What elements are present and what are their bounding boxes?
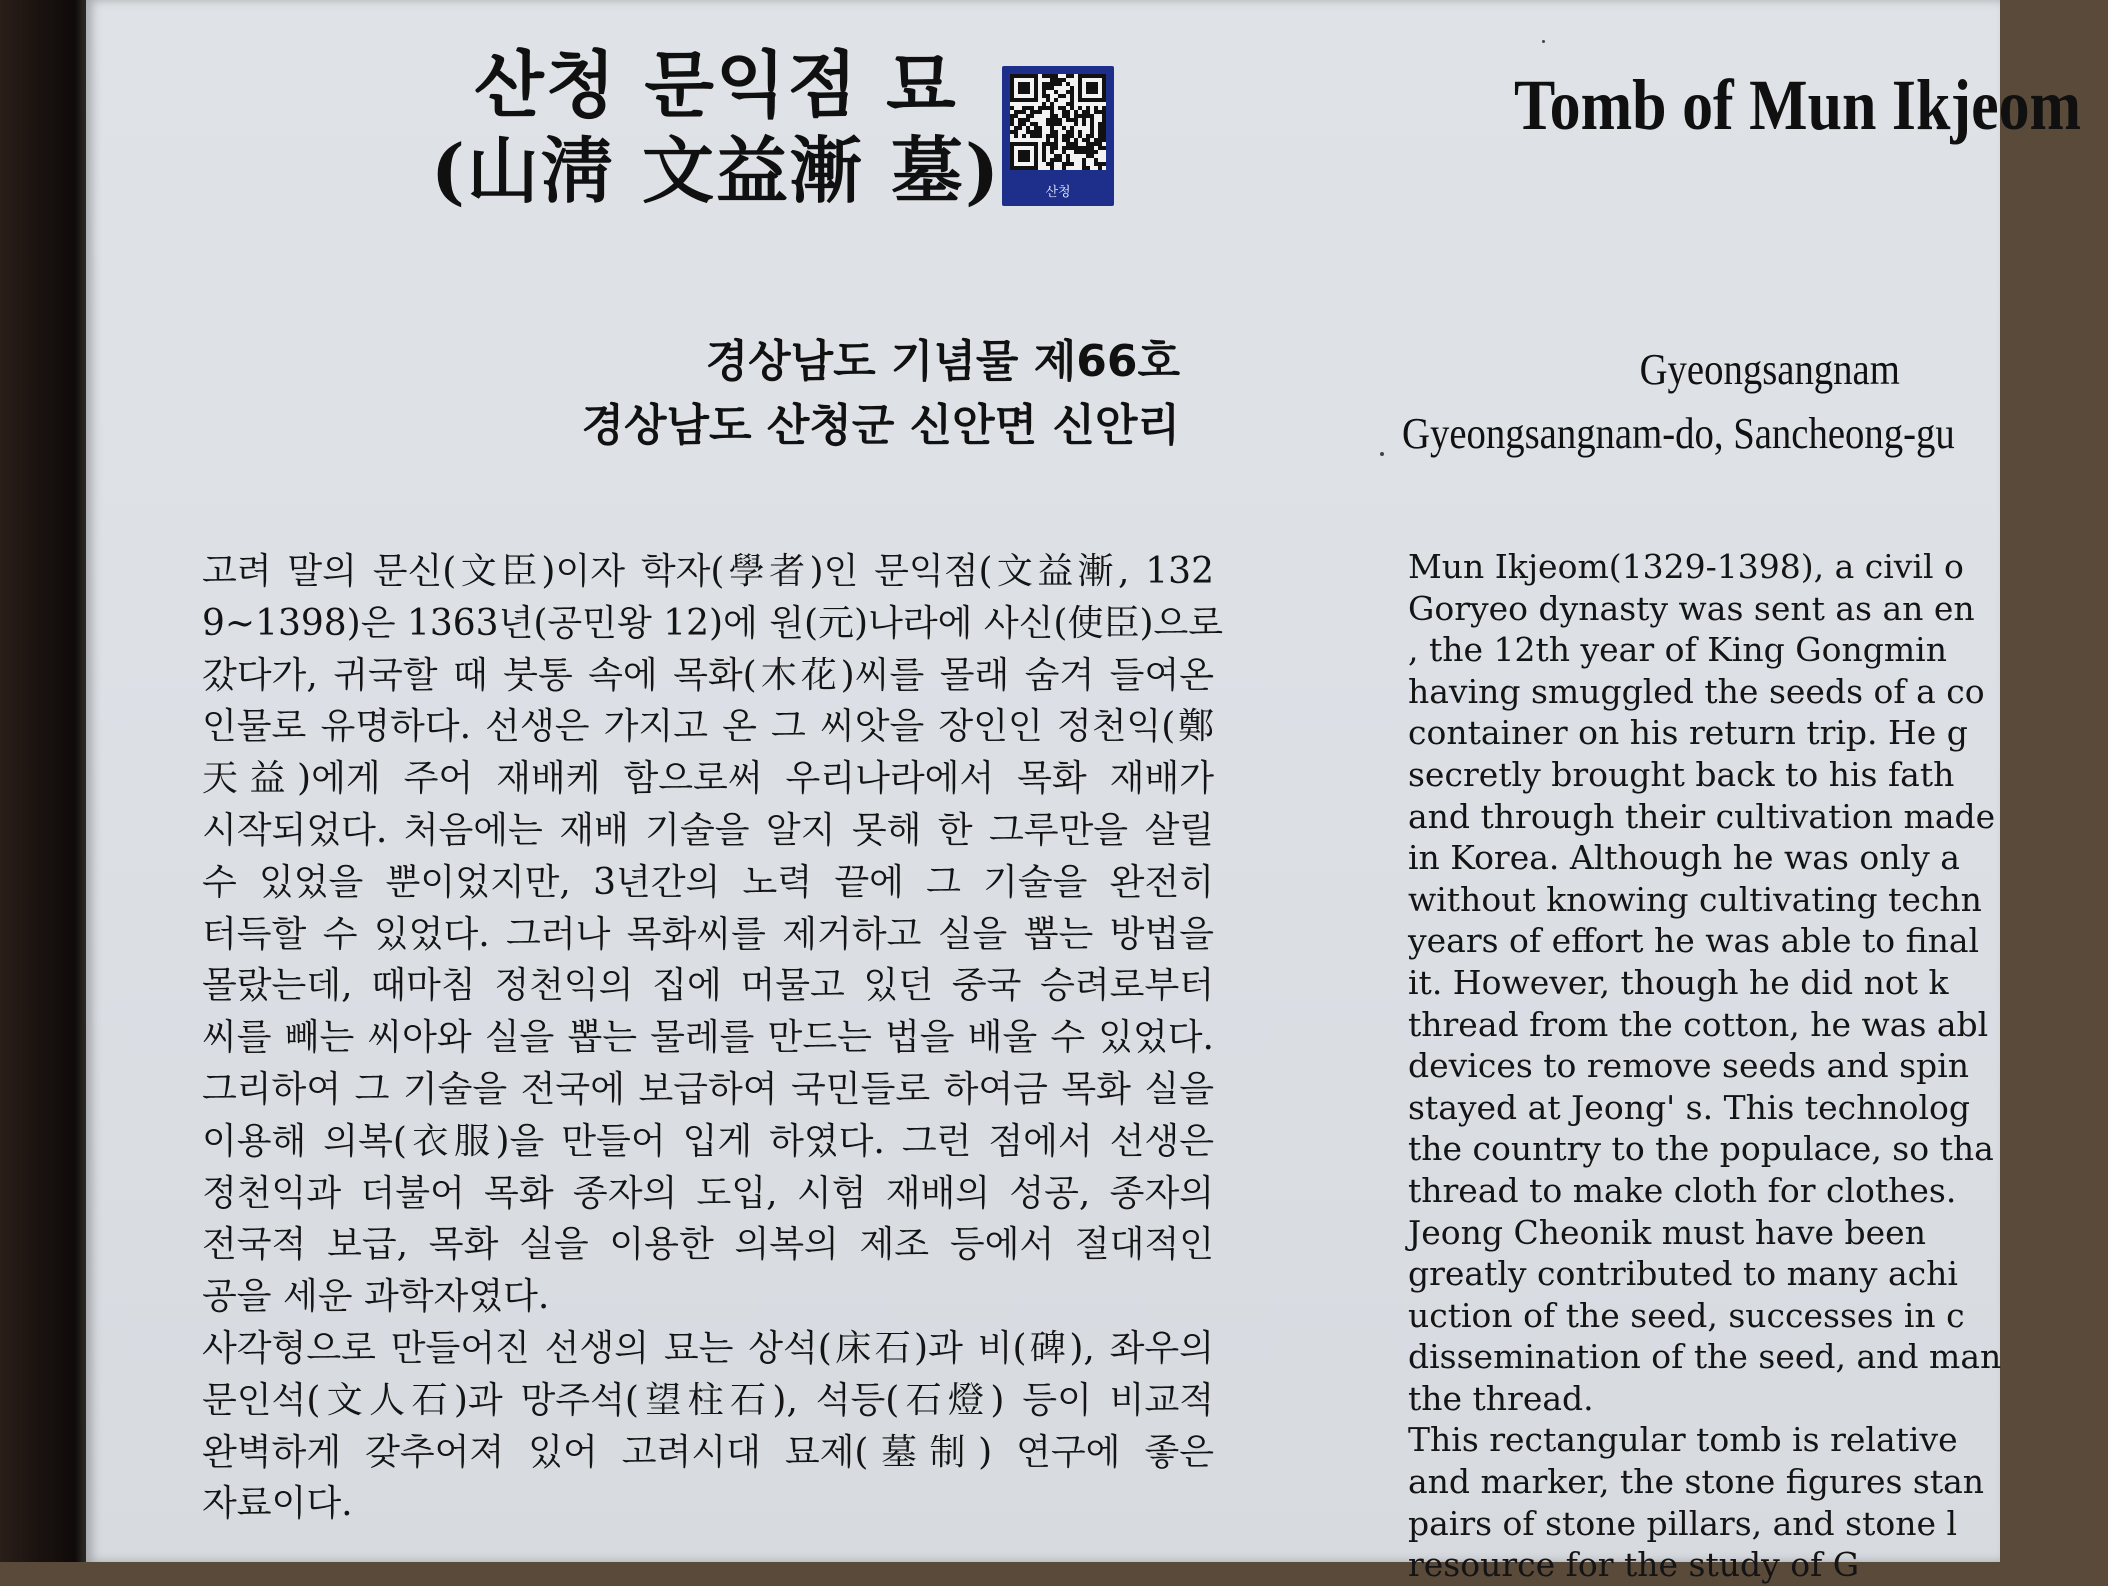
text-line: 갔다가, 귀국할 때 붓통 속에 목화(木花)씨를 몰래 숨겨 들여온: [202, 654, 1214, 696]
text-line: devices to remove seeds and spin: [1408, 1046, 1969, 1086]
text-line: 완벽하게 갖추어져 있어 고려시대 묘제(墓制) 연구에 좋은: [202, 1431, 1214, 1473]
text-line: 인물로 유명하다. 선생은 가지고 온 그 씨앗을 장인인 정천익(鄭: [202, 706, 1214, 748]
text-line: thread from the cotton, he was abl: [1408, 1004, 1989, 1044]
text-line: 고려 말의 문신(文臣)이자 학자(學者)인 문익점(文益漸, 132: [202, 551, 1214, 592]
text-line: secretly brought back to his fath: [1408, 754, 1955, 794]
text-line: Goryeo dynasty was sent as an en: [1408, 588, 1975, 628]
text-line: 9~1398)은 1363년(공민왕 12)에 원(元)나라에 사신(使臣)으로: [202, 602, 1224, 644]
text-line: in Korea. Although he was only a: [1408, 838, 1960, 878]
text-line: the country to the populace, so tha: [1408, 1129, 1994, 1169]
text-line: 문인석(文人石)과 망주석(望柱石), 석등(石燈) 등이 비교적: [202, 1379, 1214, 1421]
korean-subtitle: [581, 330, 1180, 458]
text-line: container on his return trip. He g: [1408, 713, 1968, 753]
qr-badge-logo: 산청: [1045, 185, 1071, 200]
text-line: the thread.: [1408, 1378, 1594, 1418]
english-title: Tomb of Mun Ikjeom: [1514, 65, 2082, 145]
text-line: 수 있었을 뿐이었지만, 3년간의 노력 끝에 그 기술을 완전히: [202, 861, 1214, 903]
text-line: pairs of stone pillars, and stone l: [1408, 1503, 1958, 1543]
text-line: greatly contributed to many achi: [1408, 1254, 1958, 1294]
korean-title: [406, 42, 1026, 214]
text-line: 전국적 보급, 목화 실을 이용한 의복의 제조 등에서 절대적인: [202, 1224, 1214, 1266]
text-line: 이용해 의복(衣服)을 만들어 입게 하였다. 그런 점에서 선생은: [202, 1120, 1214, 1162]
text-line: 사각형으로 만들어진 선생의 묘는 상석(床石)과 비(碑), 좌우의: [202, 1327, 1214, 1369]
text-line: resource for the study of G: [1408, 1545, 1860, 1585]
english-designation: Gyeongsangnam: [1639, 345, 1900, 394]
text-line: years of effort he was able to final: [1408, 921, 1980, 961]
text-line: it. However, though he did not k: [1408, 962, 1949, 1002]
text-line: 정천익과 더불어 목화 종자의 도입, 시험 재배의 성공, 종자의: [202, 1172, 1214, 1214]
korean-description: [202, 546, 1224, 1530]
text-line: 공을 세운 과학자였다.: [202, 1276, 550, 1318]
text-line: 몰랐는데, 때마침 정천익의 집에 머물고 있던 중국 승려로부터: [202, 965, 1214, 1007]
qr-code-badge[interactable]: [1002, 66, 1114, 206]
text-line: 자료이다.: [202, 1483, 353, 1525]
text-line: 시작되었다. 처음에는 재배 기술을 알지 못해 한 그루만을 살릴: [202, 809, 1214, 851]
korean-location: 경상남도 산청군 신안면 신안리: [581, 400, 1180, 451]
panel-blemish: [1542, 40, 1545, 43]
text-line: having smuggled the seeds of a co: [1408, 671, 1985, 711]
english-location: Gyeongsangnam-do, Sancheong-gu: [1402, 409, 1955, 458]
text-line: uction of the seed, successes in c: [1408, 1295, 1965, 1335]
text-line: This rectangular tomb is relative: [1408, 1420, 1958, 1460]
korean-designation: 경상남도 기념물 제66호: [705, 336, 1180, 387]
sign-panel: [86, 0, 2082, 1585]
english-subtitle: [1402, 338, 1955, 466]
korean-title-line2: (山淸 文益漸 墓): [430, 128, 1002, 213]
text-line: and through their cultivation made: [1408, 796, 1996, 836]
text-line: stayed at Jeong' s. This technolog: [1408, 1087, 1970, 1127]
text-line: and marker, the stone figures stan: [1408, 1462, 1985, 1502]
text-line: , the 12th year of King Gongmin: [1408, 630, 1947, 670]
text-line: dissemination of the seed, and man: [1408, 1337, 2002, 1377]
text-line: without knowing cultivating techn: [1408, 879, 1982, 919]
qr-code-icon: [1010, 74, 1106, 170]
korean-title-line1: 산청 문익점 묘: [474, 42, 958, 127]
text-line: 天益)에게 주어 재배케 함으로써 우리나라에서 목화 재배가: [202, 758, 1214, 800]
text-line: thread to make cloth for clothes.: [1408, 1170, 1957, 1210]
text-line: 씨를 빼는 씨아와 실을 뽑는 물레를 만드는 법을 배울 수 있었다.: [202, 1017, 1214, 1059]
text-line: Jeong Cheonik must have been: [1408, 1212, 1926, 1252]
text-line: Mun Ikjeom(1329-1398), a civil o: [1408, 547, 1964, 586]
english-description: [1408, 546, 2108, 1586]
panel-blemish: [1380, 452, 1384, 456]
text-line: 그리하여 그 기술을 전국에 보급하여 국민들로 하여금 목화 실을: [202, 1068, 1214, 1110]
text-line: 터득할 수 있었다. 그러나 목화씨를 제거하고 실을 뽑는 방법을: [202, 913, 1214, 955]
